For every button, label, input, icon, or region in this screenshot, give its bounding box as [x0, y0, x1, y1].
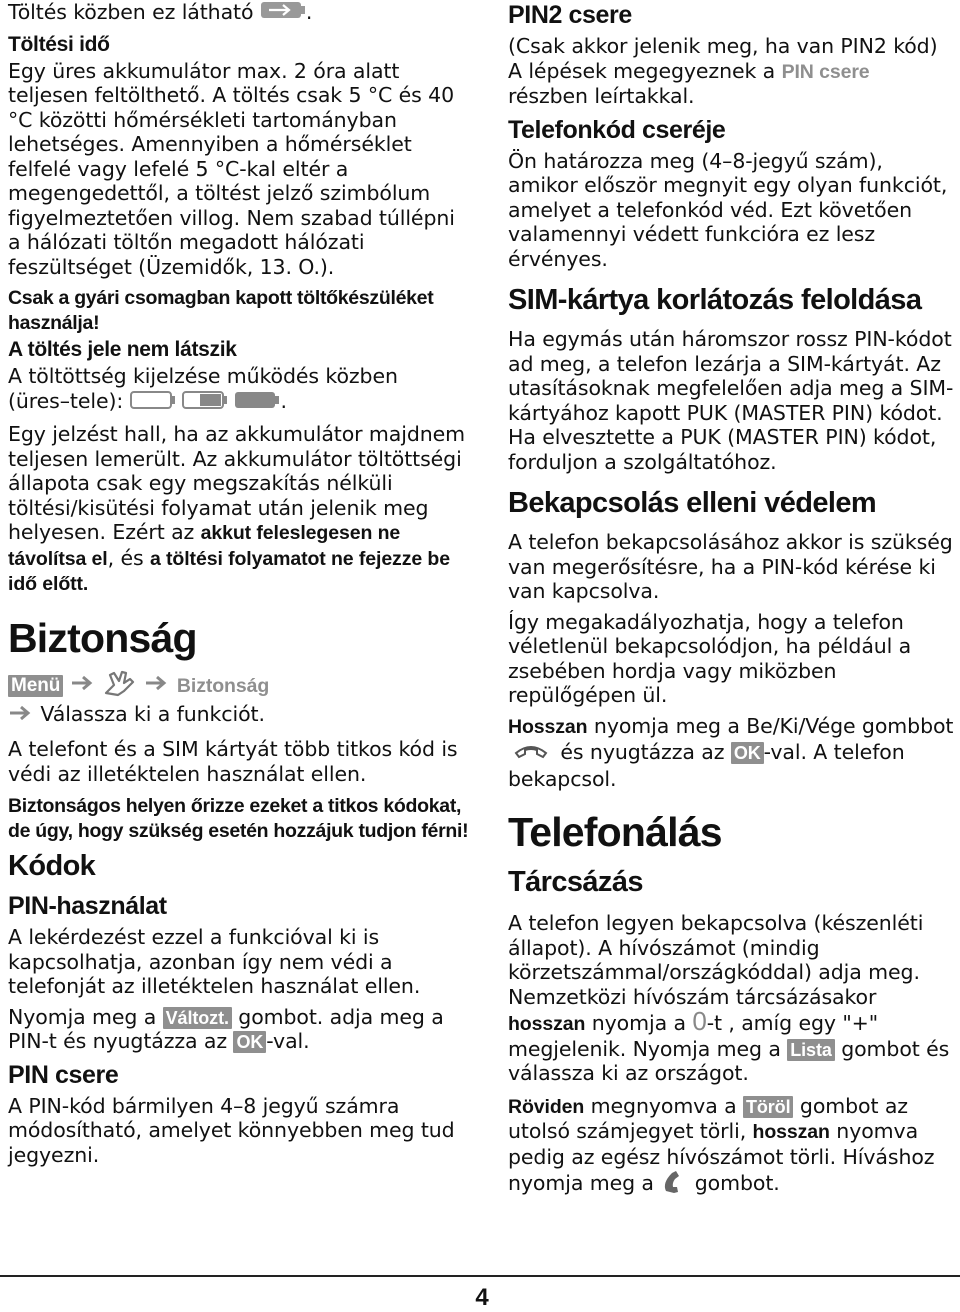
level-line1: A töltöttség kijelzése működés közben	[8, 364, 398, 389]
ok-softkey-2[interactable]: OK	[731, 742, 764, 764]
level-line-end: .	[280, 388, 287, 413]
dial-text1: A telefon legyen bekapcsolva (készenléti állapot). A hívószámot (mindig körzetszámmal/országkóddal) adja meg. Nemzetközi hívószám tárcsázásakor	[508, 911, 924, 1009]
pin2-text-1: (Csak akkor jelenik meg, ha van PIN2 kód) A lépések megegyeznek a	[508, 34, 938, 83]
codes-title: Kódok	[8, 850, 96, 883]
beep-text	[8, 422, 470, 597]
phonecode-title: Telefonkód cseréje	[508, 115, 726, 144]
nav-select-text: Válassza ki a funkciót.	[40, 702, 265, 726]
charge-time-text: Egy üres akkumulátor max. 2 óra alatt teljesen feltölthető. A töltés csak 5 °C és 40 °C közötti hőmérsékleti tartományban lehetséges. Amennyiben a hőmérséklet felfelé vagy lefelé 5 °C-kal eltér a megengedettől, a töltést jelző szimbólum figyelmeztetően villog. Nem szabad túllépni a hálózati töltőn megadott hálózati feszültséget (Üzemidők, 13. O.).	[8, 58, 455, 279]
hold-bold: Hosszan	[508, 715, 588, 738]
sim-text: Ha egymás után háromszor rossz PIN-kódot ad meg, a telefon lezárja a SIM-kártyát. Az utasításoknak megfelelően adja meg a SIM-kártyához kapott PUK (MASTER PIN) kódot. Ha elvesztette a PUK (MASTER PIN) kódot, forduljon a szolgáltatóhoz.	[508, 327, 954, 474]
calling-title: Telefonálás	[508, 809, 722, 855]
change-softkey[interactable]: Változt.	[163, 1007, 232, 1029]
level-line2: (üres–tele):	[8, 388, 124, 413]
beep-text-main: Egy jelzést hall, ha az akkumulátor majdnem teljesen lemerült. Az akkumulátor töltöttségi állapota csak egy megszakítás nélküli töltési/kisütési folyamat után jelenik meg helyesen. Ezért	[8, 422, 466, 544]
arrow-right-icon	[144, 673, 170, 698]
warn-text-b1: akkut feleslegesen ne távolítsa el	[8, 522, 401, 570]
warn-text-a1: az	[171, 520, 195, 544]
charger-warning: Csak a gyári csomagban kapott töltőkészüléket használja!	[8, 287, 434, 334]
warn-text-a2: , és	[107, 545, 144, 570]
battery-full-icon	[234, 390, 280, 415]
security-hand-icon	[102, 669, 138, 703]
short-bold2: hosszan	[752, 1121, 830, 1143]
level-line	[8, 364, 470, 414]
hold-text	[508, 714, 954, 792]
dialing-title: Tárcsázás	[508, 866, 643, 898]
charging-line-text: Töltés közben ez látható	[8, 0, 254, 24]
battery-empty-icon	[130, 390, 176, 415]
short-text2: gombot az utolsó számjegyet törli,	[508, 1093, 908, 1143]
arrow-right-icon	[8, 703, 34, 728]
short-text1: megnyomva a	[590, 1093, 737, 1118]
security-warning: Biztonságos helyen őrizze ezeket a titkos kódokat, de úgy, hogy szükség esetén hozzájuk tudjon férni!	[8, 795, 469, 842]
left-column	[8, 0, 470, 1167]
pin2-link: PIN csere	[781, 60, 870, 83]
dial-text3: -t , amíg egy "+" megjelenik. Nyomja meg a	[508, 1011, 879, 1061]
battery-charging-icon	[260, 0, 306, 26]
no-charge-title: A töltés jele nem látszik	[8, 338, 237, 362]
pin-change-title: PIN csere	[8, 1060, 119, 1089]
protect-text2: Így megakadályozhatja, hogy a telefon véletlenül bekapcsolódjon, ha például a zsebében hordja vagy miközben repülőgépen ül.	[508, 609, 912, 707]
dial-text2: nyomja a	[591, 1011, 686, 1035]
menu-softkey[interactable]: Menü	[8, 675, 63, 697]
dial-text	[508, 911, 954, 1086]
security-text: A telefont és a SIM kártyát több titkos kód is védi az illetéktelen használat ellen.	[8, 737, 458, 786]
hold-text3: -val. A telefon bekapcsol.	[508, 739, 905, 791]
battery-half-icon	[182, 390, 228, 415]
security-title: Biztonság	[8, 614, 197, 661]
protect-title: Bekapcsolás elleni védelem	[508, 487, 877, 519]
page-number: 4	[475, 1284, 489, 1311]
pin-press-pre: Nyomja meg a	[8, 1004, 157, 1029]
charge-time-title: Töltési idő	[8, 32, 110, 56]
delete-softkey[interactable]: Töröl	[743, 1096, 794, 1118]
list-softkey[interactable]: Lista	[787, 1039, 835, 1061]
pin-press-post: -val.	[266, 1029, 310, 1054]
hold-text2: és nyugtázza az	[560, 739, 725, 764]
pin-use-text: A lekérdezést ezzel a funkcióval ki is kapcsolhatja, azonban így nem védi a telefonját az illetéktelen használat ellen.	[8, 925, 421, 999]
charging-line	[8, 0, 470, 26]
end-call-icon	[508, 739, 554, 767]
phonecode-text: Ön határozza meg (4–8-jegyű szám), amikor először megnyit egy olyan funkciót, amelyet a telefonkód véd. Ezt követően valamennyi védett funkcióra ez lesz érvényes.	[508, 148, 948, 271]
footer-divider	[0, 1275, 960, 1277]
arrow-right-icon	[70, 673, 96, 698]
security-nav-path	[8, 669, 470, 728]
pin2-text-2: részben leírtakkal.	[508, 84, 695, 108]
dial-text4: gombot és válassza ki az országot.	[508, 1036, 950, 1085]
protect-text1: A telefon bekapcsolásához akkor is szükség van megerősítésre, ha a PIN-kód kérése ki van kapcsolva.	[508, 530, 953, 603]
call-icon	[660, 1169, 688, 1199]
warn-text-b2: a töltési folyamatot ne fejezze be idő előtt.	[8, 547, 450, 595]
pin-press-mid: gombot. adja meg a PIN-t és nyugtázza az	[8, 1004, 444, 1054]
pin-press-text	[8, 1005, 470, 1054]
pin2-text	[508, 34, 954, 109]
short-text	[508, 1094, 954, 1199]
right-column	[508, 0, 954, 1199]
ok-softkey[interactable]: OK	[233, 1031, 266, 1053]
sim-title: SIM-kártya korlátozás feloldása	[508, 284, 922, 316]
short-text4: gombot.	[694, 1170, 780, 1195]
dial-bold: hosszan	[508, 1013, 586, 1035]
charging-line-end: .	[305, 0, 313, 24]
nav-biztonsag[interactable]: Biztonság	[176, 674, 270, 697]
short-bold: Röviden	[508, 1095, 585, 1118]
pin-change-text: A PIN-kód bármilyen 4–8 jegyű számra módosítható, amelyet könnyebben meg tud jegyezni.	[8, 1093, 455, 1167]
pin2-title: PIN2 csere	[508, 1, 632, 29]
hold-text1: nyomja meg a Be/Ki/Vége gombbot	[593, 713, 954, 738]
short-text3: nyomva pedig az egész hívószámot törli. Híváshoz nyomja meg a	[508, 1119, 935, 1195]
zero-key-glyph: 0	[692, 1006, 707, 1036]
pin-use-title: PIN-használat	[8, 892, 167, 921]
